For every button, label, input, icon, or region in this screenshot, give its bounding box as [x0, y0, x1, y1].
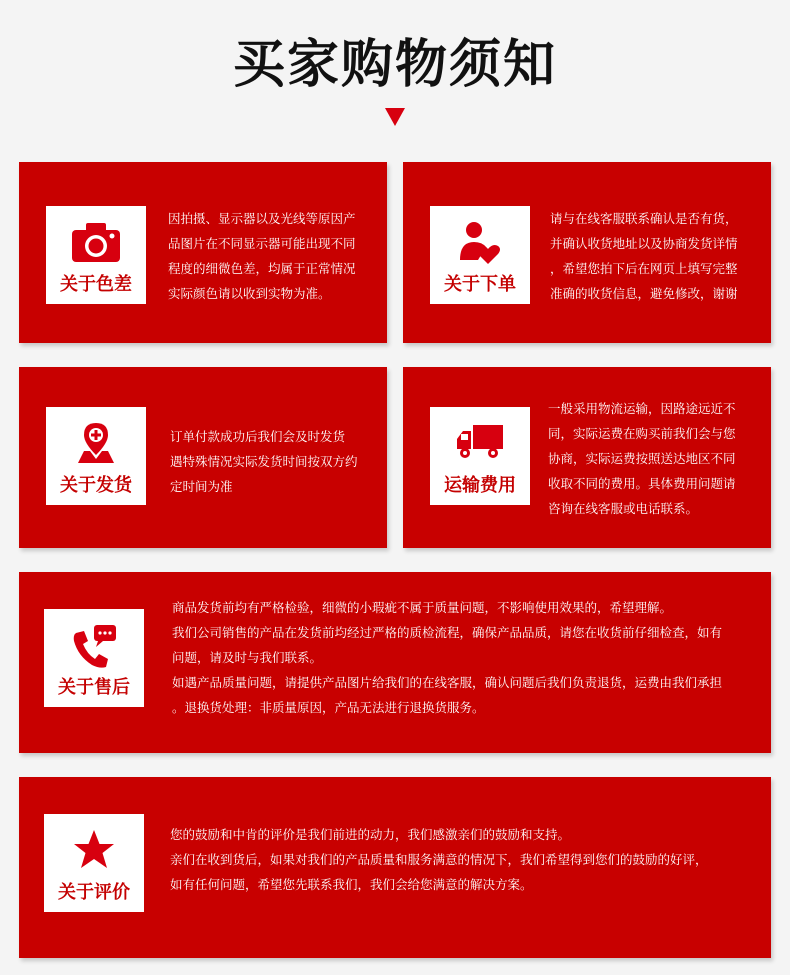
card-review	[19, 777, 771, 958]
card-color-difference	[19, 162, 387, 343]
icon-box	[46, 206, 146, 304]
icon-box	[430, 407, 530, 505]
text-line: 。退换货处理：非质量原因，产品无法进行退换货服务。	[172, 700, 485, 715]
down-arrow-icon	[385, 108, 405, 126]
card-ordering	[403, 162, 771, 343]
text-line: 因拍摄、显示器以及光线等原因产	[168, 211, 356, 226]
card-freight	[403, 367, 771, 548]
text-line: 问题，请及时与我们联系。	[172, 650, 323, 665]
text-line: 收取不同的费用。具体费用问题请	[548, 476, 736, 491]
map-pin-icon	[74, 421, 118, 465]
text-line: 我们公司销售的产品在发货前均经过严格的质检流程，确保产品品质，请您在收货前仔细检查，如有	[172, 625, 723, 640]
text-line: 一般采用物流运输，因路途远近不	[548, 401, 736, 416]
phone-chat-icon	[70, 623, 118, 669]
camera-icon	[70, 220, 122, 264]
icon-box	[46, 407, 146, 505]
card-text	[168, 206, 356, 306]
card-label: 关于下单	[444, 274, 516, 295]
card-text	[170, 424, 358, 499]
user-heart-icon	[458, 220, 502, 266]
text-line: 准确的收货信息，避免修改，谢谢	[550, 286, 738, 301]
text-line: ，希望您拍下后在网页上填写完整	[550, 261, 738, 276]
card-label: 运输费用	[444, 475, 516, 496]
text-line: 您的鼓励和中肯的评价是我们前进的动力，我们感激亲们的鼓励和支持。	[170, 827, 571, 842]
card-text	[548, 396, 736, 521]
card-label: 关于发货	[60, 475, 132, 496]
text-line: 订单付款成功后我们会及时发货	[170, 429, 346, 444]
text-line: 并确认收货地址以及协商发货详情	[550, 236, 738, 251]
card-shipping	[19, 367, 387, 548]
icon-box	[44, 814, 144, 912]
icon-box	[44, 609, 144, 707]
page-title: 买家购物须知	[232, 34, 557, 95]
text-line: 商品发货前均有严格检验，细微的小瑕疵不属于质量问题，不影响使用效果的，希望理解。	[172, 600, 673, 615]
card-text	[170, 822, 708, 897]
card-label: 关于售后	[58, 677, 130, 698]
card-label: 关于评价	[58, 882, 130, 903]
truck-icon	[455, 421, 505, 461]
card-text	[172, 595, 722, 720]
text-line: 定时间为准	[170, 479, 233, 494]
card-text	[550, 206, 738, 306]
star-icon	[71, 828, 117, 872]
text-line: 协商，实际运费按照送达地区不同	[548, 451, 736, 466]
text-line: 如有任何问题，希望您先联系我们，我们会给您满意的解决方案。	[170, 877, 533, 892]
text-line: 程度的细微色差，均属于正常情况	[168, 261, 356, 276]
text-line: 实际颜色请以收到实物为准。	[168, 286, 331, 301]
card-label: 关于色差	[60, 274, 132, 295]
text-line: 遇特殊情况实际发货时间按双方约	[170, 454, 358, 469]
text-line: 咨询在线客服或电话联系。	[548, 501, 699, 516]
text-line: 同，实际运费在购买前我们会与您	[548, 426, 736, 441]
text-line: 品图片在不同显示器可能出现不同	[168, 236, 356, 251]
text-line: 如遇产品质量问题，请提供产品图片给我们的在线客服，确认问题后我们负责退货，运费由我们承担	[172, 675, 723, 690]
text-line: 请与在线客服联系确认是否有货，	[550, 211, 738, 226]
text-line: 亲们在收到货后，如果对我们的产品质量和服务满意的情况下，我们希望得到您们的鼓励的好评，	[170, 852, 708, 867]
card-after-sales	[19, 572, 771, 753]
icon-box	[430, 206, 530, 304]
